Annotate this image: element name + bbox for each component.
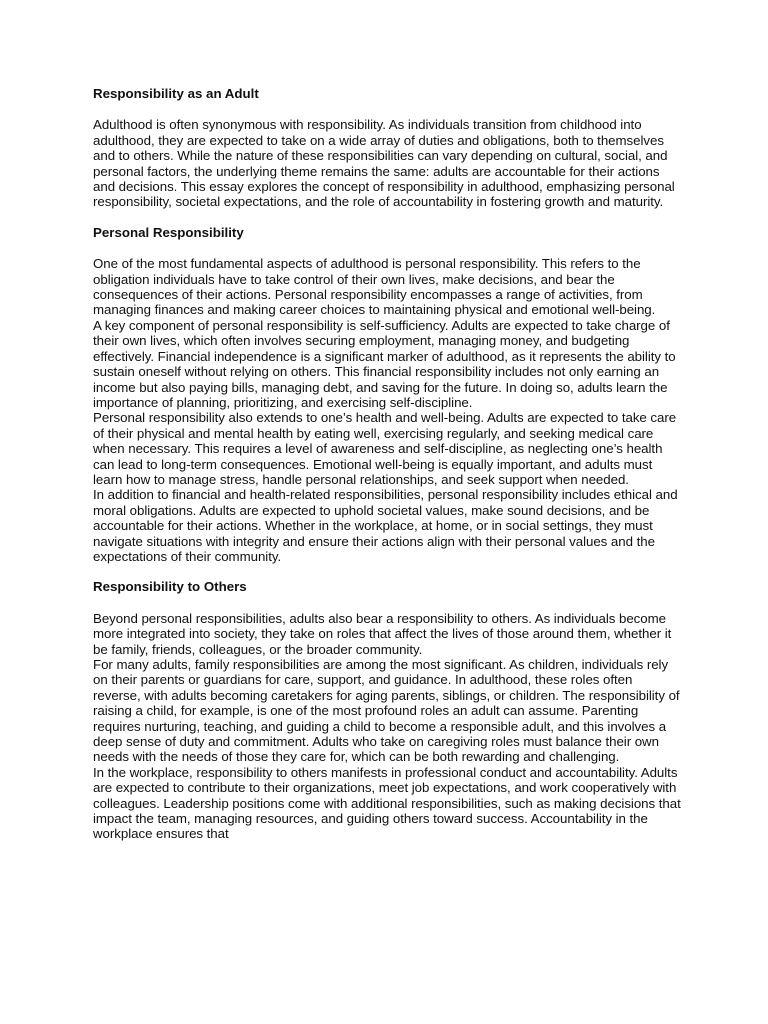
paragraph: In the workplace, responsibility to others manifests in professional conduct and accountability. Adults are expected to contribute to their organizations, meet job expectations, and work cooperatively with colleagues. Leadership positions come with additional responsibilities, such as making decisions that impact the team, managing resources, and guiding others toward success. Accountability in the workplace ensures that [93, 764, 681, 842]
intro-paragraph: Adulthood is often synonymous with responsibility. As individuals transition from childhood into adulthood, they are expected to take on a wide array of duties and obligations, both to themselves and to others. While the nature of these responsibilities can vary depending on cultural, social, and personal factors, the underlying theme remains the same: adults are accountable for their actions and decisions. This essay explores the concept of responsibility in adulthood, emphasizing personal responsibility, societal expectations, and the role of accountability in fostering growth and maturity. [93, 117, 675, 210]
section-heading-personal-responsibility: Personal Responsibility [93, 224, 244, 240]
paragraph: A key component of personal responsibility is self-sufficiency. Adults are expected to take charge of their own lives, which often involves securing employment, managing money, and budgeting effectively. Financial independence is a significant marker of adulthood, as it represents the ability to sustain oneself without relying on others. This financial responsibility includes not only earning an income but also paying bills, managing debt, and saving for the future. In doing so, adults learn the importance of planning, prioritizing, and exercising self-discipline. [93, 317, 676, 410]
paragraph: In addition to financial and health-related responsibilities, personal responsibility includes ethical and moral obligations. Adults are expected to uphold societal values, make sound decisions, and be accountable for their actions. Whether in the workplace, at home, or in social settings, they must navigate situations with integrity and ensure their actions align with their personal values and the expectations of their community. [93, 487, 678, 564]
paragraph: Personal responsibility also extends to one’s health and well-being. Adults are expected to take care of their physical and mental health by eating well, exercising regularly, and seeking medical care when necessary. This requires a level of awareness and self-discipline, as neglecting one’s health can lead to long-term consequences. Emotional well-being is equally important, and adults must learn how to manage stress, handle personal relationships, and seek support when needed. [93, 410, 677, 487]
document-title: Responsibility as an Adult [93, 86, 259, 101]
paragraph: One of the most fundamental aspects of adulthood is personal responsibility. This refers to the obligation individuals have to take control of their own lives, make decisions, and bear the consequences of their actions. Personal responsibility encompasses a range of activities, from managing finances and making career choices to maintaining physical and emotional well-being. [93, 256, 656, 318]
section-heading-responsibility-to-others: Responsibility to Others [93, 579, 247, 595]
paragraph: Beyond personal responsibilities, adults also bear a responsibility to others. As individuals become more integrated into society, they take on roles that affect the lives of those around them, whether it be family, friends, colleagues, or the broader community. [93, 610, 672, 657]
paragraph: For many adults, family responsibilities are among the most significant. As children, individuals rely on their parents or guardians for care, support, and guidance. In adulthood, these roles often reverse, with adults becoming caretakers for aging parents, siblings, or children. The responsibility of raising a child, for example, is one of the most profound roles an adult can assume. Parenting requires nurturing, teaching, and guiding a child to become a responsible adult, and this involves a deep sense of duty and commitment. Adults who take on caregiving roles must balance their own needs with the needs of those they care for, which can be both rewarding and challenging. [93, 657, 680, 765]
document-page [93, 86, 683, 842]
